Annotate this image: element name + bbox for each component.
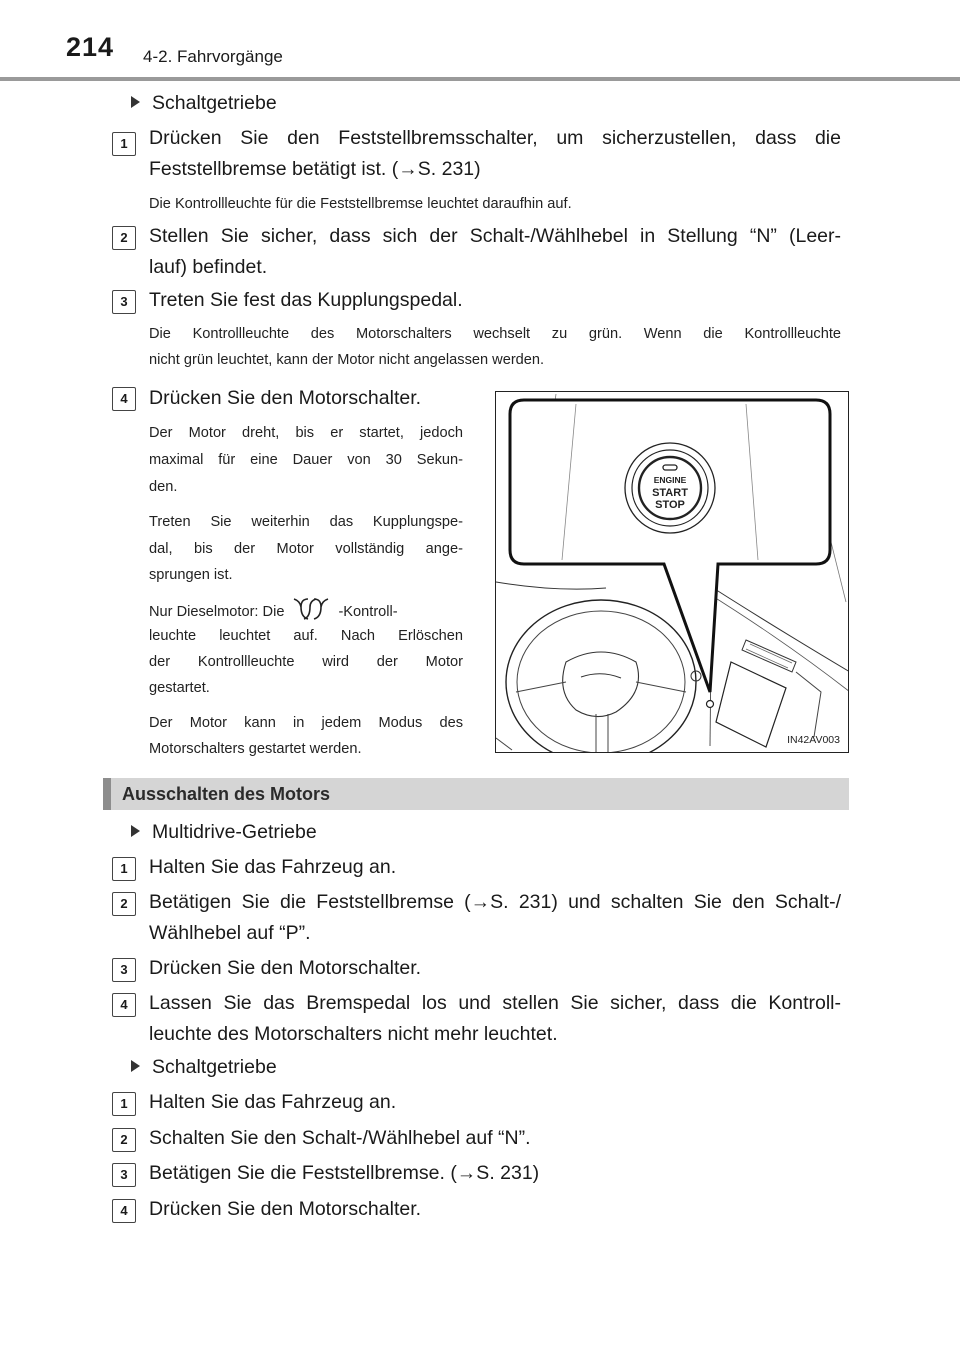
dashboard-illustration xyxy=(496,392,849,753)
step-text: Schalten Sie den Schalt-/Wählhebel auf “N”. xyxy=(149,1127,531,1149)
step-text: Treten Sie fest das Kupplungspedal. xyxy=(149,289,463,311)
step-note-with-icon: Nur Dieselmotor: Die -Kontroll- xyxy=(149,597,463,625)
step-note: maximal für eine Dauer von 30 Sekun- xyxy=(149,452,463,468)
step-number: 2 xyxy=(112,226,136,250)
step-note: sprungen ist. xyxy=(149,567,233,583)
step-number: 4 xyxy=(112,993,136,1017)
subheading-schaltgetriebe: Schaltgetriebe xyxy=(131,88,277,119)
step-text: Lassen Sie das Bremspedal los und stellen Sie sicher, dass die Kontroll- xyxy=(149,992,841,1014)
step-note: Treten Sie weiterhin das Kupplungspe- xyxy=(149,514,463,530)
step-number: 2 xyxy=(112,1128,136,1152)
section-banner xyxy=(103,778,849,810)
step-text: Halten Sie das Fahrzeug an. xyxy=(149,1091,397,1113)
step-note: gestartet. xyxy=(149,680,210,696)
subheading-multidrive: Multidrive-Getriebe xyxy=(131,817,317,848)
section-title: 4-2. Fahrvorgänge xyxy=(143,47,283,66)
step-text: leuchte des Motorschalters nicht mehr leuchtet. xyxy=(149,1023,558,1045)
step-number: 3 xyxy=(112,290,136,314)
header-rule xyxy=(0,77,960,81)
banner-title: Ausschalten des Motors xyxy=(122,784,331,804)
step-text: Drücken Sie den Motorschalter. xyxy=(149,387,422,409)
glow-plug-icon xyxy=(288,597,334,621)
step-number: 4 xyxy=(112,387,136,411)
step-note: leuchte leuchtet auf. Nach Erlöschen xyxy=(149,628,463,644)
step-note: dal, bis der Motor vollständig ange- xyxy=(149,541,463,557)
step-text: Drücken Sie den Motorschalter. xyxy=(149,957,422,979)
subheading-schaltgetriebe-stop: Schaltgetriebe xyxy=(131,1052,277,1083)
step-text: Stellen Sie sicher, dass sich der Schalt-/Wählhebel in Stellung “N” (Leer- xyxy=(149,225,841,247)
arrow-right-icon xyxy=(131,96,140,108)
figure-id: IN42AV003 xyxy=(787,734,840,746)
step-number: 1 xyxy=(112,857,136,881)
page-number: 214 xyxy=(66,32,115,62)
step-text: Feststellbremse betätigt ist. (→S. 231) xyxy=(149,158,481,180)
step-number: 1 xyxy=(112,1092,136,1116)
step-text: Betätigen Sie die Feststellbremse. (→S. 231) xyxy=(149,1162,540,1184)
step-note: Der Motor kann in jedem Modus des xyxy=(149,715,463,731)
step-number: 3 xyxy=(112,1163,136,1187)
page-header xyxy=(0,0,960,82)
arrow-right-icon xyxy=(131,1060,140,1072)
step-note: Motorschalters gestartet werden. xyxy=(149,741,362,757)
step-text: Halten Sie das Fahrzeug an. xyxy=(149,856,397,878)
banner-accent-bar xyxy=(103,778,111,810)
step-note: Der Motor dreht, bis er startet, jedoch xyxy=(149,425,463,441)
step-text: Drücken Sie den Motorschalter. xyxy=(149,1198,422,1220)
step-number: 2 xyxy=(112,892,136,916)
button-label-stop: STOP xyxy=(655,499,685,511)
step-note: nicht grün leuchtet, kann der Motor nicht angelassen werden. xyxy=(149,352,545,368)
step-number: 3 xyxy=(112,958,136,982)
step-text: lauf) befindet. xyxy=(149,256,268,278)
step-number: 1 xyxy=(112,132,136,156)
step-number: 4 xyxy=(112,1199,136,1223)
engine-start-figure xyxy=(495,391,849,753)
step-note: Die Kontrollleuchte für die Feststellbremse leuchtet daraufhin auf. xyxy=(149,196,572,212)
step-text: Betätigen Sie die Feststellbremse (→S. 231) und schalten Sie den Schalt-/ xyxy=(149,891,841,913)
button-label-start: START xyxy=(652,487,688,499)
step-note: der Kontrollleuchte wird der Motor xyxy=(149,654,463,670)
step-note: Die Kontrollleuchte des Motorschalters wechselt zu grün. Wenn die Kontrollleuchte xyxy=(149,326,841,342)
step-text: Wählhebel auf “P”. xyxy=(149,922,311,944)
step-text: Drücken Sie den Feststellbremsschalter, um sicherzustellen, dass die xyxy=(149,127,841,149)
button-label-engine: ENGINE xyxy=(653,475,687,485)
step-note: den. xyxy=(149,479,178,495)
arrow-right-icon xyxy=(131,825,140,837)
